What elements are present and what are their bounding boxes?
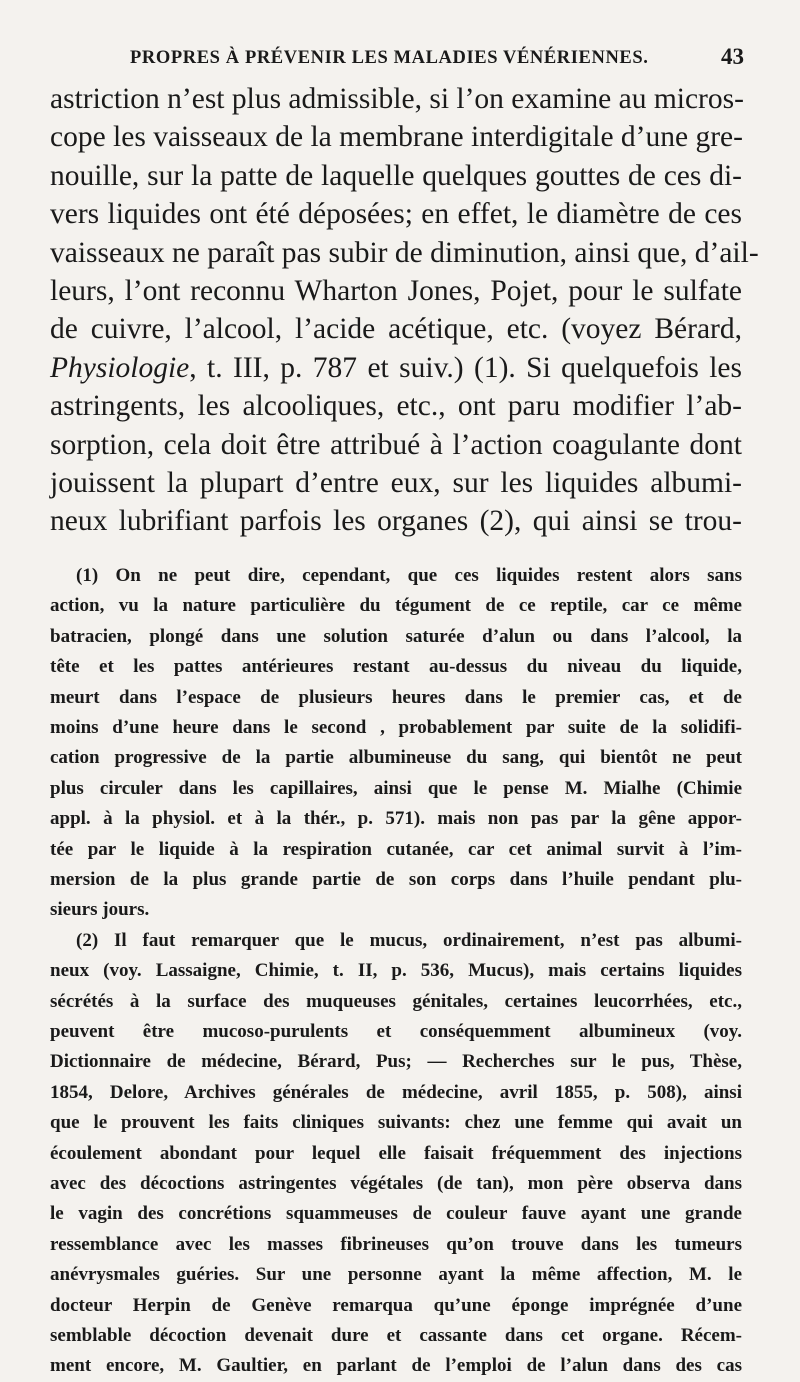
footnote-line: tée par le liquide à la respiration cutanée, car cet animal survit à l’im-	[50, 838, 742, 860]
footnote-line: sieurs jours.	[50, 899, 150, 921]
body-line: leurs, l’ont reconnu Wharton Jones, Pojet, pour le sulfate	[50, 275, 742, 308]
body-line: astriction n’est plus admissible, si l’on examine au micros-	[50, 83, 744, 115]
body-line: astringents, les alcooliques, etc., ont paru modifier l’ab-	[50, 390, 742, 423]
footnote-1	[50, 561, 742, 926]
footnotes	[50, 561, 742, 1382]
running-title: PROPRES À PRÉVENIR LES MALADIES VÉNÉRIENNES.	[130, 48, 649, 68]
main-paragraph	[50, 80, 759, 541]
footnote-line: docteur Herpin de Genève remarqua qu’une éponge imprégnée d’une	[50, 1294, 742, 1316]
footnote-line: Dictionnaire de médecine, Bérard, Pus; — Recherches sur le pus, Thèse,	[50, 1051, 742, 1073]
footnote-line: peuvent être mucoso-purulents et conséquemment albumineux (voy.	[50, 1020, 742, 1042]
footnote-line: neux (voy. Lassaigne, Chimie, t. II, p. 536, Mucus), mais certains liquides	[50, 960, 742, 982]
footnote-line: appl. à la physiol. et à la thér., p. 571). mais non pas par la gêne appor-	[50, 808, 742, 830]
footnote-line: écoulement abondant pour lequel elle faisait fréquemment des injections	[50, 1142, 742, 1164]
body-line: vers liquides ont été déposées; en effet, le diamètre de ces	[50, 198, 742, 231]
body-line: vaisseaux ne paraît pas subir de diminution, ainsi que, d’ail-	[50, 236, 759, 269]
footnote-line: ment encore, M. Gaultier, en parlant de l’emploi de l’alun dans des cas	[50, 1355, 742, 1377]
body-line: neux lubrifiant parfois les organes (2), qui ainsi se trou-	[50, 505, 742, 538]
footnote-line: mersion de la plus grande partie de son corps dans l’huile pendant plu-	[50, 868, 742, 890]
page-number: 43	[721, 44, 744, 69]
footnote-line: batracien, plongé dans une solution saturée d’alun ou dans l’alcool, la	[50, 625, 742, 647]
footnote-line: le vagin des concrétions squammeuses de couleur fauve ayant une grande	[50, 1203, 742, 1225]
body-line: de cuivre, l’alcool, l’acide acétique, etc. (voyez Bérard,	[50, 313, 742, 346]
running-head	[50, 38, 742, 74]
body-line: sorption, cela doit être attribué à l’action coagulante dont	[50, 428, 742, 461]
footnote-line: sécrétés à la surface des muqueuses génitales, certaines leucorrhées, etc.,	[50, 990, 742, 1012]
footnote-line: moins d’une heure dans le second , probablement par suite de la solidifi-	[50, 716, 742, 738]
footnote-line: 1854, Delore, Archives générales de médecine, avril 1855, p. 508), ainsi	[50, 1081, 742, 1103]
footnote-line: cation progressive de la partie albumineuse du sang, qui bientôt ne peut	[50, 747, 742, 769]
footnote-2	[50, 926, 742, 1382]
footnote-line: action, vu la nature particulière du tégument de ce reptile, car ce même	[50, 595, 742, 617]
footnote-line: anévrysmales guéries. Sur une personne ayant la même affection, M. le	[50, 1264, 742, 1286]
footnote-line: avec des décoctions astringentes végétales (de tan), mon père observa dans	[50, 1173, 742, 1194]
body-line: cope les vaisseaux de la membrane interdigitale d’une gre-	[50, 121, 743, 154]
footnote-line: plus circuler dans les capillaires, ainsi que le pense M. Mialhe (Chimie	[50, 777, 742, 799]
footnote-line: meurt dans l’espace de plusieurs heures dans le premier cas, et de	[50, 686, 742, 708]
footnote-line: tête et les pattes antérieures restant au-dessus du niveau du liquide,	[50, 656, 742, 678]
body-line: nouille, sur la patte de laquelle quelques gouttes de ces di-	[50, 159, 742, 192]
footnote-line: ressemblance avec les masses fibrineuses qu’on trouve dans les tumeurs	[50, 1233, 742, 1255]
body-line: jouissent la plupart d’entre eux, sur les liquides albumi-	[50, 467, 742, 500]
footnote-line: semblable décoction devenait dure et cassante dans cet organe. Récem-	[50, 1325, 742, 1347]
footnote-line: (2) Il faut remarquer que le mucus, ordinairement, n’est pas albumi-	[76, 929, 742, 951]
footnote-line: que le prouvent les faits cliniques suivants: chez une femme qui avait un	[50, 1112, 742, 1134]
footnote-line: (1) On ne peut dire, cependant, que ces liquides restent alors sans	[76, 564, 742, 586]
body-line: Physiologie, t. III, p. 787 et suiv.) (1). Si quelquefois les	[50, 351, 742, 384]
